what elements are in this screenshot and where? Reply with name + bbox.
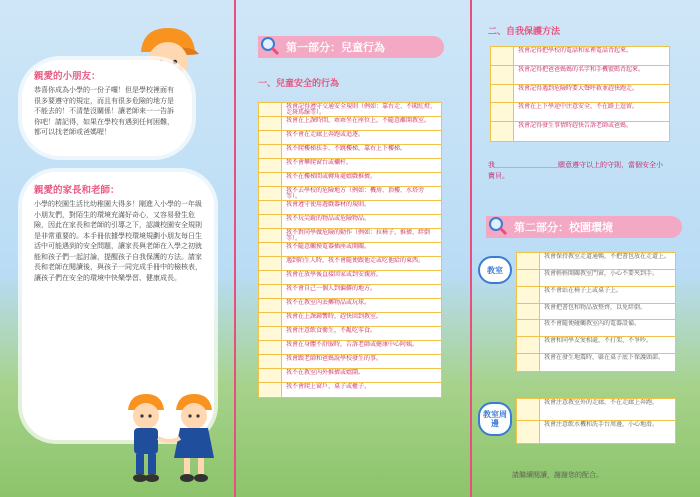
check-box[interactable] [259, 201, 282, 214]
check-box[interactable] [517, 320, 540, 336]
checklist-item-text: 我不在教室內外推擠或嬉鬧。 [286, 369, 365, 376]
checklist-item-text: 我會跟老師和爸媽說學校發生的事。 [286, 355, 383, 362]
checklist-item-text: 我不對同學做危險的動作（例如：拉椅子、推擠、絆倒等）。 [286, 229, 431, 242]
checklist-item-text: 我會把書包和物品放整齊，以免絆倒。 [544, 303, 647, 311]
checklist-row [259, 257, 441, 271]
check-box[interactable] [491, 66, 514, 84]
checklist-row [517, 421, 675, 443]
checklist-row [491, 103, 669, 122]
part1-title: 第一部分：兒童行為 [286, 41, 385, 54]
checklist-row [259, 243, 441, 257]
checklist-item-text: 我不會攀爬窗台或欄杆。 [286, 159, 353, 166]
check-box[interactable] [259, 299, 282, 312]
checklist-item-text: 我會在放學後直接回家或到安親班。 [286, 271, 383, 278]
checklist-item-text: 我會注意飲食衛生，不亂吃零食。 [286, 327, 377, 334]
checklist-row [259, 285, 441, 299]
parents-greeting-title: 親愛的家長和老師： [34, 185, 120, 196]
section2-title: 二、自我保護方法 [488, 27, 561, 37]
children-greeting-body: 恭喜你成為小學的一份子囉！但是學校裡面有很多要遵守的規定，而且有很多危險的地方是不能去的！不清楚沒關係！讓老師來一一告訴你吧！請記得，如果在學校有遇到任何困難，都可以找老師或爸媽喔！ [34, 86, 174, 136]
checklist-row [491, 66, 669, 85]
checklist-item-text: 我會記得發生事情時趕快告訴老師或爸媽。 [518, 122, 633, 130]
checklist-item-text: 我不爬樓梯扶手、不跳樓梯，靠右上下樓梯。 [286, 145, 407, 152]
checklist-row [259, 117, 441, 131]
check-box[interactable] [259, 117, 282, 130]
kids-holding-hands-illustration [120, 392, 220, 488]
checklist-row [259, 215, 441, 229]
check-box[interactable] [517, 270, 540, 286]
checklist-row [517, 287, 675, 304]
checklist-item-text: 我不隨意觸摸電器插座或開關。 [286, 243, 371, 250]
checklist-row [259, 341, 441, 355]
checklist-item-text: 我會在上課鐘響時，趕快回到教室。 [286, 313, 383, 320]
checklist-item-text: 我會遵守使用遊戲器材的規則。 [286, 201, 371, 208]
surroundings-checklist [516, 398, 676, 444]
checklist-row [259, 313, 441, 327]
checklist-item-text: 我不會站在椅子上或桌子上。 [544, 286, 623, 294]
checklist-item-text: 我不會隨便碰觸教室內的電器設備。 [544, 320, 641, 328]
check-box[interactable] [517, 253, 540, 269]
checklist-row [259, 187, 441, 201]
check-box[interactable] [259, 243, 282, 256]
check-box[interactable] [259, 159, 282, 172]
footer-note: 請繼續閱讀，謝謝您的配合。 [512, 471, 603, 479]
checklist-item-text: 我會記得遵守交通安全規則（例如：靠右走、不闖紅燈、走斑馬線等）。 [286, 103, 437, 116]
check-box[interactable] [259, 355, 282, 368]
checklist-item-text: 我會保持教室走道通暢，不把書包放在走道上。 [544, 253, 671, 260]
check-box[interactable] [491, 103, 514, 121]
checklist-item-text: 遇到陌生人時，我不會隨便跟他走或吃他給的東西。 [286, 257, 425, 264]
checklist-row [259, 271, 441, 285]
checklist-item-text: 我不會在走廊上奔跑或追逐。 [286, 131, 365, 138]
check-box[interactable] [517, 421, 540, 443]
check-box[interactable] [259, 271, 282, 284]
checklist-row [517, 354, 675, 371]
checklist-row [259, 355, 441, 369]
checklist-row [517, 320, 675, 337]
classroom-checklist [516, 252, 676, 372]
check-box[interactable] [259, 103, 282, 116]
check-box[interactable] [259, 173, 282, 186]
check-box[interactable] [517, 287, 540, 303]
check-box[interactable] [259, 369, 282, 382]
checklist-row [259, 159, 441, 173]
checklist-row [259, 145, 441, 159]
check-box[interactable] [517, 304, 540, 320]
panel-intro [0, 0, 232, 497]
checklist-row [259, 103, 441, 117]
part1-banner [258, 36, 444, 58]
checklist-item-text: 我會在身體不舒服時，告訴老師或健康中心阿姨。 [286, 341, 419, 348]
checklist-row [491, 85, 669, 104]
checklist-item-text: 我不在樓梯間或轉角處嬉戲推擠。 [286, 173, 377, 180]
surroundings-tag: 教室周邊 [478, 402, 512, 436]
checklist-item-text: 我不玩尖銳的物品或危險物品。 [286, 215, 371, 222]
classroom-tag: 教室 [478, 256, 512, 284]
checklist-item-text: 我不去學校的危險地方（例如：機房、頂樓、水塔旁等）。 [286, 187, 425, 200]
check-box[interactable] [259, 313, 282, 326]
check-box[interactable] [517, 399, 540, 420]
check-box[interactable] [259, 383, 282, 397]
parents-greeting-body: 小學的校園生活比幼稚園大得多！剛進入小學的一年級小朋友們，對陌生的環境充滿好奇心，又容易發生危險，因此在家長和老師的引導之下，認識校園安全規則是非常重要的。本手冊依據學校環境規劃小朋友每日生活中可能遇到的安全問題，讓家長與老師在入學之初就能和孩子們一起討論，提醒孩子自我保護的方法。請家長和老師在閱讀後，與孩子一同完成手冊中的檢核表，讓孩子們在安全的環境中快樂學習、健康成長。 [34, 200, 202, 282]
checklist-item-text: 我不在教室內丟擲物品或玩球。 [286, 299, 371, 306]
checklist-row [517, 304, 675, 321]
checklist-item-text: 我會記得把學校的電話和家裡電話背起來。 [518, 47, 633, 54]
checklist-row [491, 122, 669, 141]
check-box[interactable] [259, 131, 282, 144]
checklist-row [517, 399, 675, 421]
magnifier-icon-2 [488, 216, 508, 236]
checklist-row [259, 299, 441, 313]
check-box[interactable] [259, 285, 282, 298]
checklist-item-text: 我會記得把爸爸媽媽的名字和手機號碼背起來。 [518, 65, 645, 73]
check-box[interactable] [491, 85, 514, 103]
checklist-item-text: 我會輕輕開關教室門窗，小心不要夾到手。 [544, 269, 659, 277]
checklist-row [259, 229, 441, 243]
check-box[interactable] [259, 229, 282, 242]
check-box[interactable] [259, 327, 282, 340]
magnifier-icon [260, 36, 280, 56]
checklist-item-text: 我會在發生地震時，躲在桌子底下保護頭部。 [544, 354, 665, 362]
checklist-item-text: 我會和同學友愛相處，不打架、不爭吵。 [544, 337, 653, 345]
panel-behavior [236, 0, 468, 497]
check-box[interactable] [259, 341, 282, 354]
checklist-row [517, 253, 675, 270]
checklist-item-text: 我會注意飲水機和洗手台周邊，小心地滑。 [544, 421, 659, 428]
checklist-item-text: 我會注意教室外的走廊，不在走廊上奔跑。 [544, 399, 659, 406]
checklist-item-text: 我會在上課時間，乖乖坐在座位上，不隨意離開教室。 [286, 117, 431, 124]
check-box[interactable] [259, 145, 282, 158]
checklist-row [259, 173, 441, 187]
checklist-item-text: 我不會自己一個人到偏僻的地方。 [286, 285, 377, 292]
protection-checklist [490, 46, 670, 142]
section1-title: 一、兒童安全的行為 [258, 79, 340, 89]
checklist-row [259, 383, 441, 397]
checklist-row [259, 131, 441, 145]
part2-title: 第二部分：校園環境 [514, 221, 613, 234]
checklist-item-text: 我會記得遇到危險時要大聲呼救並趕快跑走。 [518, 84, 639, 92]
checklist-row [259, 369, 441, 383]
checklist-row [517, 337, 675, 354]
check-box[interactable] [259, 215, 282, 228]
check-box[interactable] [259, 187, 282, 200]
panel-protection [472, 0, 700, 497]
checklist-row [259, 201, 441, 215]
children-greeting-title: 親愛的小朋友： [34, 71, 101, 82]
checklist-row [259, 327, 441, 341]
check-box[interactable] [491, 47, 514, 65]
checklist-item-text: 我不會爬上窗戶、桌子或櫃子。 [286, 383, 371, 390]
children-greeting-cloud [22, 60, 192, 156]
check-box[interactable] [491, 122, 514, 141]
check-box[interactable] [517, 337, 540, 353]
behavior-checklist [258, 102, 442, 398]
pledge-text: 我＿＿＿＿＿＿＿＿＿願意遵守以上的守則，當個安全小寶貝。 [488, 161, 663, 180]
check-box[interactable] [517, 354, 540, 371]
part2-banner [486, 216, 682, 238]
check-box[interactable] [259, 257, 282, 270]
checklist-item-text: 我會在上下學途中注意安全，不在路上逗留。 [518, 103, 639, 111]
checklist-row [491, 47, 669, 66]
checklist-row [517, 270, 675, 287]
